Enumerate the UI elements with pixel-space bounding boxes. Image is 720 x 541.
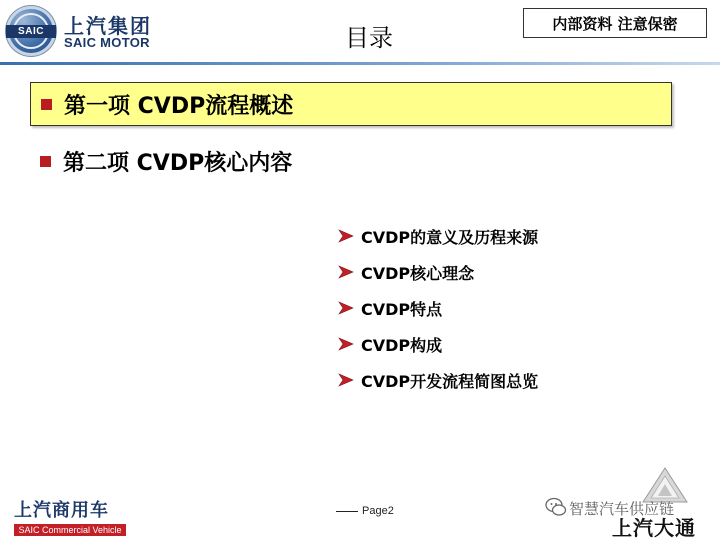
list-item[interactable]: [337, 254, 538, 290]
footer-brand: 上汽大通: [612, 516, 696, 540]
logo-english-name: SAIC MOTOR: [64, 35, 150, 50]
header-divider: [0, 62, 720, 65]
arrow-right-icon: [337, 372, 355, 388]
section-item-1[interactable]: [30, 82, 672, 126]
list-item[interactable]: [337, 326, 538, 362]
wechat-icon: [545, 496, 567, 518]
square-bullet-icon: [40, 156, 51, 167]
subsection-label: CVDP开发流程简图总览: [361, 371, 539, 391]
saic-logo-icon: [6, 6, 56, 56]
footer-logo: [14, 496, 126, 536]
slide-title: 目录: [345, 24, 393, 52]
page-label: Page2: [362, 505, 394, 517]
arrow-right-icon: [337, 336, 355, 352]
list-item[interactable]: [337, 290, 538, 326]
arrow-right-icon: [337, 228, 355, 244]
confidential-badge: 内部资料 注意保密: [523, 8, 707, 38]
footer-logo-english: SAIC Commercial Vehicle: [14, 524, 126, 536]
slide-header: [0, 0, 720, 66]
section-label: 第二项 CVDP核心内容: [63, 150, 293, 176]
page-number: [336, 505, 394, 517]
logo-badge-text: SAIC: [6, 25, 56, 38]
page-dash: [336, 511, 358, 512]
list-item[interactable]: [337, 218, 538, 254]
arrow-right-icon: [337, 300, 355, 316]
subsection-label: CVDP核心理念: [361, 263, 475, 283]
logo-chinese-name: 上汽集团: [64, 14, 152, 38]
subsection-label: CVDP的意义及历程来源: [361, 227, 539, 247]
watermark-text: 智慧汽车供应链: [569, 500, 675, 518]
footer-logo-chinese: 上汽商用车: [14, 500, 109, 521]
section-item-2[interactable]: [30, 139, 672, 183]
section-label: 第一项 CVDP流程概述: [64, 93, 294, 119]
square-bullet-icon: [41, 99, 52, 110]
subsection-label: CVDP特点: [361, 299, 443, 319]
list-item[interactable]: [337, 362, 538, 398]
arrow-right-icon: [337, 264, 355, 280]
subsection-list: [337, 218, 538, 398]
subsection-label: CVDP构成: [361, 335, 443, 355]
